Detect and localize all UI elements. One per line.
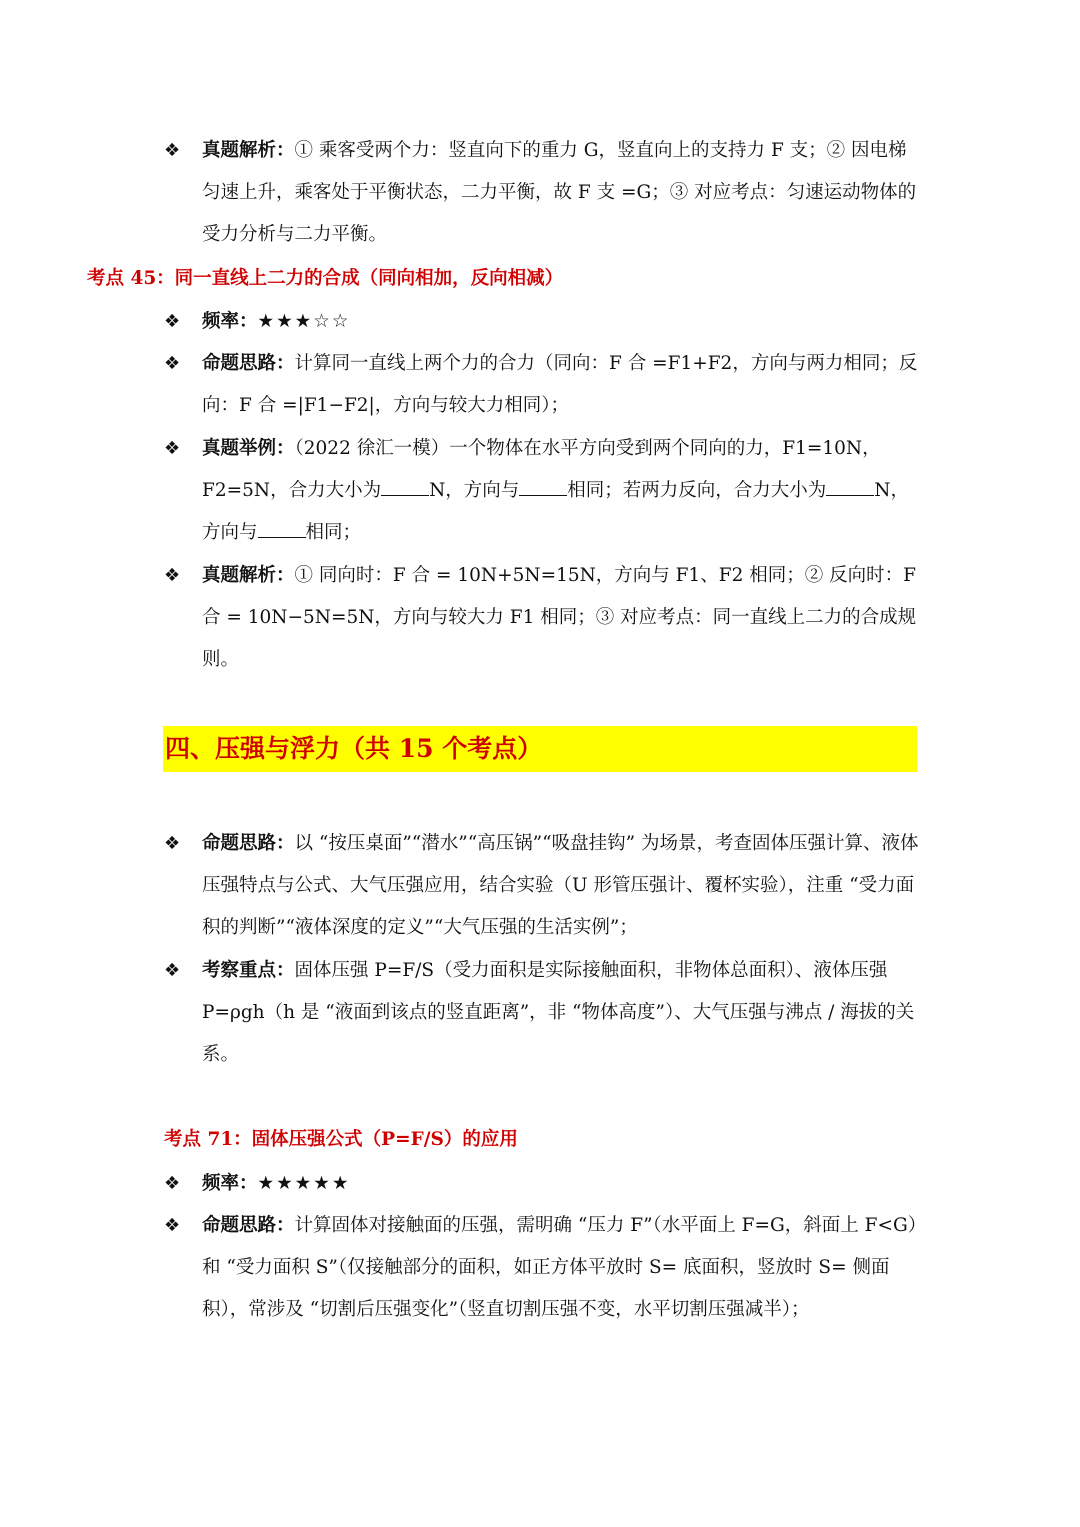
example-text-2: N，方向与 bbox=[429, 480, 520, 501]
bullet-diamond-icon: ❖ bbox=[164, 438, 181, 459]
section-thinking-bullet bbox=[164, 823, 924, 949]
bullet-label: 真题解析： bbox=[202, 565, 295, 586]
example-text-1: （2022 徐汇一模）一个物体在水平方向受到两个同向的力，F1=10N，F2=5N，合力大小为 bbox=[202, 438, 881, 501]
section-banner bbox=[163, 726, 917, 772]
analysis-bullet-1 bbox=[164, 130, 924, 256]
bullet-diamond-icon: ❖ bbox=[164, 353, 181, 374]
bullet-label: 命题思路： bbox=[202, 353, 295, 374]
thinking-bullet-45 bbox=[164, 343, 924, 427]
bullet-label: 频率： bbox=[202, 1173, 258, 1194]
example-bullet-45 bbox=[164, 428, 924, 554]
frequency-bullet-45 bbox=[164, 301, 924, 343]
frequency-bullet-71 bbox=[164, 1163, 924, 1205]
example-text-3: 相同；若两力反向，合力大小为 bbox=[567, 480, 827, 501]
answer-blank-3[interactable] bbox=[826, 477, 874, 496]
example-text-5: 相同； bbox=[305, 522, 362, 543]
bullet-label: 真题解析： bbox=[202, 140, 295, 161]
frequency-stars: ★★★☆☆ bbox=[257, 311, 351, 332]
key-points-bullet bbox=[164, 950, 924, 1076]
bullet-text: ① 乘客受两个力：竖直向下的重力 G，竖直向上的支持力 F 支；② 因电梯匀速上升，乘客处于平衡状态，二力平衡，故 F 支 =G；③ 对应考点：匀速运动物体的受力分析与二力平衡。 bbox=[202, 140, 917, 245]
bullet-diamond-icon: ❖ bbox=[164, 960, 181, 981]
bullet-diamond-icon: ❖ bbox=[164, 1215, 181, 1236]
frequency-stars: ★★★★★ bbox=[257, 1173, 351, 1194]
bullet-diamond-icon: ❖ bbox=[164, 1173, 181, 1194]
bullet-label: 频率： bbox=[202, 311, 258, 332]
bullet-diamond-icon: ❖ bbox=[164, 833, 181, 854]
answer-blank-4[interactable] bbox=[258, 519, 306, 538]
bullet-label: 真题举例： bbox=[202, 438, 295, 459]
bullet-label: 命题思路： bbox=[202, 1215, 295, 1236]
answer-blank-1[interactable] bbox=[381, 477, 429, 496]
analysis-bullet-2 bbox=[164, 555, 924, 681]
bullet-text: 计算同一直线上两个力的合力（同向：F 合 =F1+F2，方向与两力相同；反向：F 合 =|F1−F2|，方向与较大力相同）； bbox=[202, 353, 918, 416]
section-title: 四、压强与浮力（共 15 个考点） bbox=[165, 734, 543, 763]
topic-heading-71: 考点 71：固体压强公式（P=F/S）的应用 bbox=[164, 1129, 518, 1150]
bullet-diamond-icon: ❖ bbox=[164, 140, 181, 161]
bullet-label: 考察重点： bbox=[202, 960, 295, 981]
bullet-text: 固体压强 P=F/S（受力面积是实际接触面积，非物体总面积）、液体压强 P=ρgh（h 是 “液面到该点的竖直距离”，非 “物体高度”）、大气压强与沸点 / 海拔的关系。 bbox=[202, 960, 915, 1065]
bullet-text: 以 “按压桌面”“潜水”“高压锅”“吸盘挂钩” 为场景，考查固体压强计算、液体压强特点与公式、大气压强应用，结合实验（U 形管压强计、覆杯实验），注重 “受力面积的判断”“液体深度的定义”“大气压强的生活实例”； bbox=[202, 833, 919, 938]
bullet-text: 计算固体对接触面的压强，需明确 “压力 F”（水平面上 F=G，斜面上 F<G）和 “受力面积 S”（仅接触部分的面积，如正方体平放时 S= 底面积，竖放时 S= 侧面积），常涉及 “切割后压强变化”（竖直切割压强不变，水平切割压强减半）； bbox=[202, 1215, 918, 1320]
bullet-text: ① 同向时：F 合 = 10N+5N=15N，方向与 F1、F2 相同；② 反向时：F 合 = 10N−5N=5N，方向与较大力 F1 相同；③ 对应考点：同一直线上二力的合成规则。 bbox=[202, 565, 917, 670]
example-text-4: N，方向与 bbox=[202, 480, 909, 543]
bullet-diamond-icon: ❖ bbox=[164, 565, 181, 586]
answer-blank-2[interactable] bbox=[519, 477, 567, 496]
bullet-diamond-icon: ❖ bbox=[164, 311, 181, 332]
topic-heading-45: 考点 45：同一直线上二力的合成（同向相加，反向相减） bbox=[87, 268, 564, 289]
bullet-label: 命题思路： bbox=[202, 833, 295, 854]
thinking-bullet-71 bbox=[164, 1205, 924, 1331]
